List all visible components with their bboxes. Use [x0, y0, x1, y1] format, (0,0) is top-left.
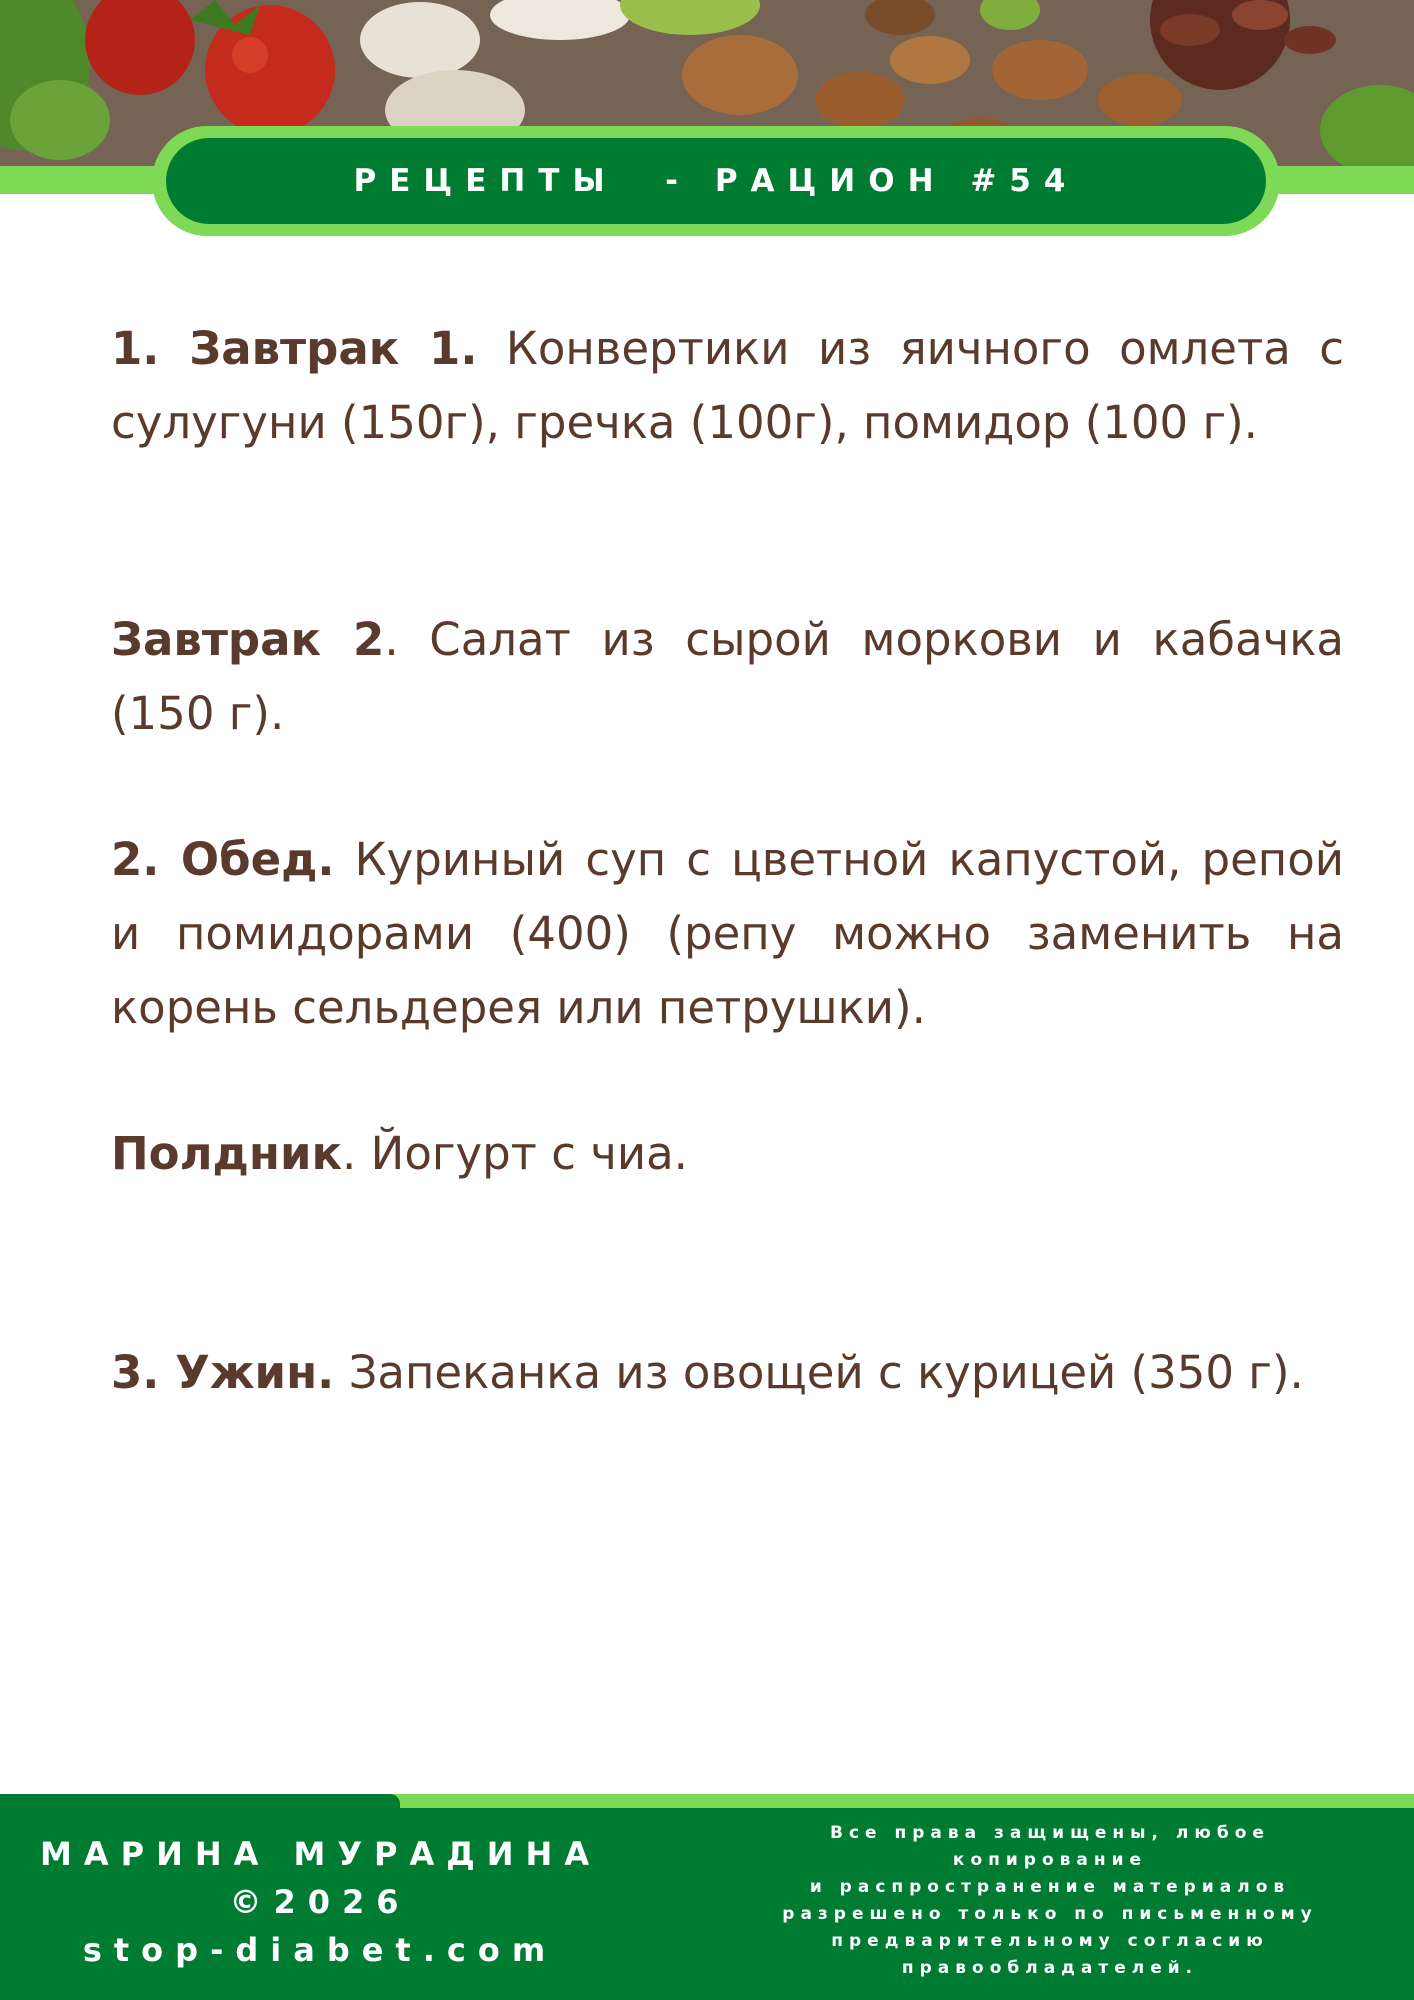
footer-brand	[40, 1830, 600, 1974]
meal-label: 2. Обед.	[111, 833, 335, 886]
rights-line: предварительному согласию	[831, 1931, 1269, 1951]
rights-notice	[740, 1820, 1360, 1982]
meal-text: Конвертики из яичного омлета с сулугуни (150г), гречка (100г), помидор (100 г).	[111, 322, 1344, 449]
meal-snack	[111, 1117, 1344, 1191]
copyright: ©2026	[229, 1883, 411, 1921]
rights-line: копирование	[952, 1850, 1148, 1870]
meal-breakfast-2	[111, 603, 1344, 751]
meal-text: Запеканка из овощей с курицей (350 г).	[334, 1346, 1304, 1399]
author-name: МАРИНА МУРАДИНА	[40, 1835, 602, 1873]
site-link[interactable]: stop-diabet.com	[82, 1931, 558, 1969]
meal-label: Завтрак 2	[111, 613, 385, 666]
footer-tab	[0, 1794, 400, 1810]
title-banner-inner	[166, 138, 1266, 224]
meal-label: 1. Завтрак 1.	[111, 322, 478, 375]
page-title: РЕЦЕПТЫ - РАЦИОН #54	[353, 163, 1079, 199]
meal-breakfast-1	[111, 312, 1344, 460]
rights-line: и распространение материалов	[809, 1877, 1291, 1897]
meal-text: Куриный суп с цветной капустой, репой и помидорами (400) (репу можно заменить на корень сельдерея или петрушки).	[111, 833, 1344, 1034]
rights-line: Все права защищены, любое	[830, 1823, 1270, 1843]
rights-line: правообладателей.	[901, 1958, 1199, 1978]
title-banner	[152, 126, 1280, 236]
meal-label: 3. Ужин.	[111, 1346, 335, 1399]
meal-text: . Йогурт с чиа.	[342, 1127, 688, 1180]
meal-lunch	[111, 823, 1344, 1045]
meal-dinner	[111, 1336, 1344, 1410]
rights-line: разрешено только по письменному	[782, 1904, 1318, 1924]
meal-label: Полдник	[111, 1127, 343, 1180]
meal-text: . Салат из сырой моркови и кабачка (150 г).	[111, 613, 1344, 740]
